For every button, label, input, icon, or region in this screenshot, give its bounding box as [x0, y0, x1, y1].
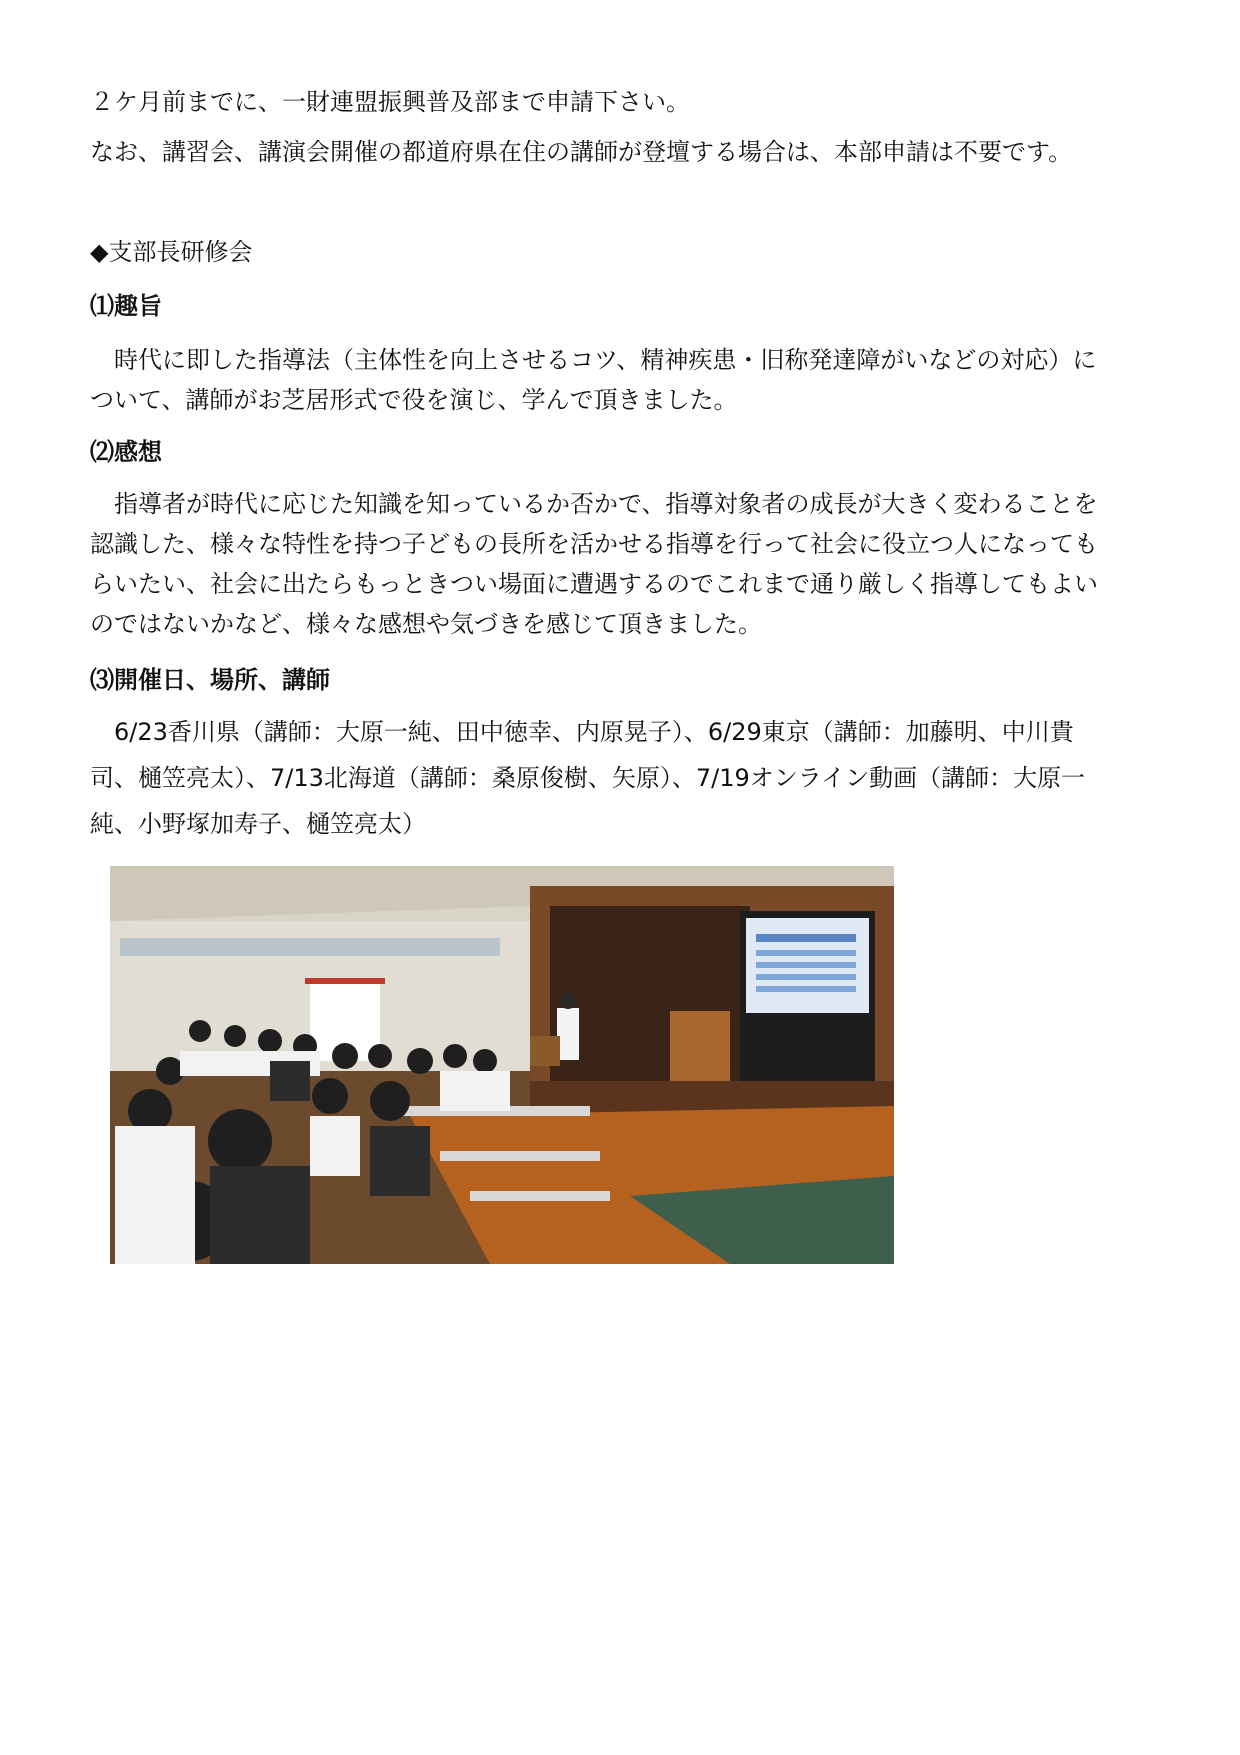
impressions-line-1: 指導者が時代に応じた知識を知っているか否かで、指導対象者の成長が大きく変わることを [90, 490, 1098, 518]
seminar-photo [110, 866, 894, 1264]
heading-dates-places: ⑶開催日、場所、講師 [90, 666, 330, 694]
dates-line-3: 純、小野塚加寿子、樋笠亮太） [90, 810, 426, 838]
impressions-line-3: らいたい、社会に出たらもっときつい場面に遭遇するのでこれまで通り厳しく指導してもよい [90, 570, 1098, 598]
dates-line-2: 司、樋笠亮太）、7/13北海道（講師：桑原俊樹、矢原）、7/19オンライン動画（講師：大原一 [90, 764, 1086, 792]
intro-line-1: ２ケ月前までに、一財連盟振興普及部まで申請下さい。 [90, 88, 690, 116]
section-title: ◆支部長研修会 [90, 238, 253, 266]
dates-line-1: 6/23香川県（講師：大原一純、田中徳幸、内原晃子）、6/29東京（講師：加藤明、中川貴 [90, 718, 1074, 746]
heading-purpose: ⑴趣旨 [90, 292, 162, 320]
intro-line-2: なお、講習会、講演会開催の都道府県在住の講師が登壇する場合は、本部申請は不要です。 [90, 138, 1073, 166]
impressions-line-2: 認識した、様々な特性を持つ子どもの長所を活かせる指導を行って社会に役立つ人になっても [90, 530, 1098, 558]
heading-impressions: ⑵感想 [90, 438, 162, 466]
impressions-line-4: のではないかなど、様々な感想や気づきを感じて頂きました。 [90, 610, 762, 638]
purpose-line-1: 時代に即した指導法（主体性を向上させるコツ、精神疾患・旧称発達障がいなどの対応）に [90, 346, 1097, 374]
purpose-line-2: ついて、講師がお芝居形式で役を演じ、学んで頂きました。 [90, 386, 738, 414]
